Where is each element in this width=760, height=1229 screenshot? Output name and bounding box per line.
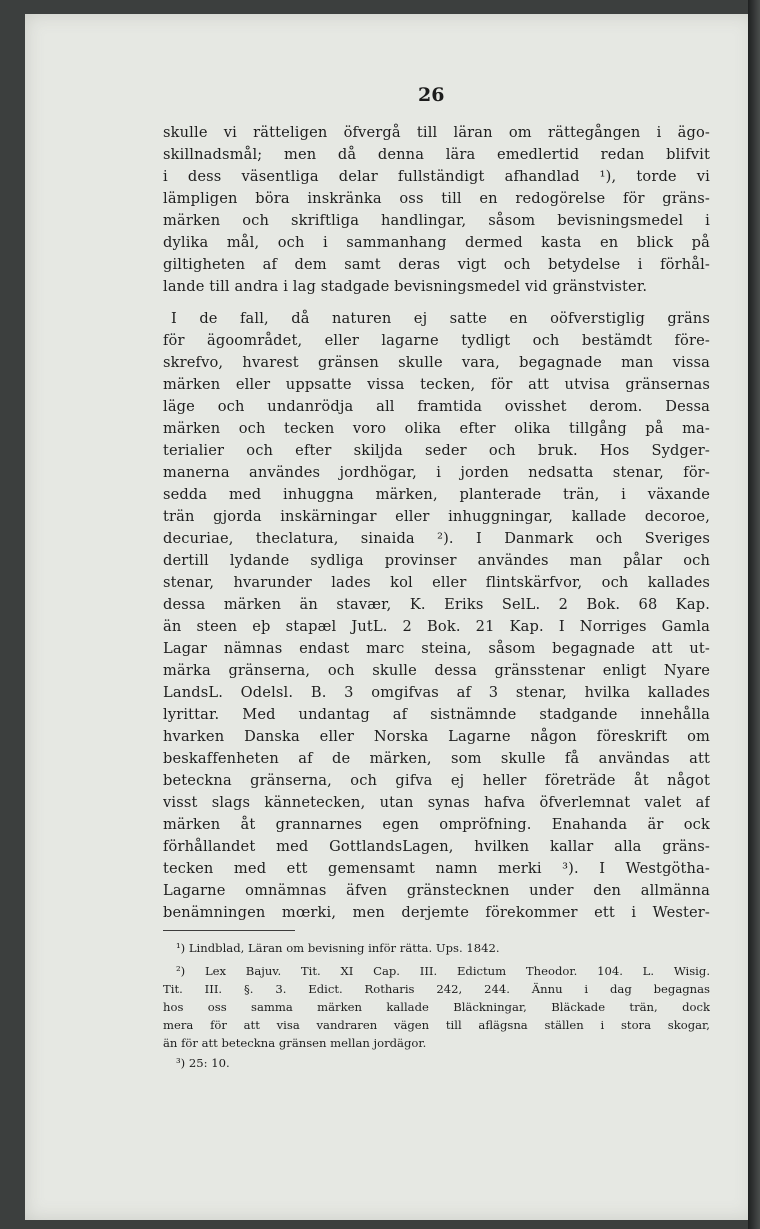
footnote-line: mera för att visa vandraren vägen till aflägsna ställen i stora skogar, [163, 1018, 710, 1032]
footnote-line: hos oss samma märken kallade Bläckningar, Bläckade trän, dock [163, 1000, 710, 1014]
body-line: Lagarne omnämnas äfven gränstecknen under den allmänna [163, 882, 710, 899]
body-line: terialier och efter skiljda seder och bruk. Hos Sydger- [163, 442, 710, 459]
footnote-line: Tit. III. §. 3. Edict. Rotharis 242, 244. Ännu i dag begagnas [163, 982, 710, 996]
page-number: 26 [418, 84, 445, 106]
body-line: sedda med inhuggna märken, planterade trän, i växande [163, 486, 710, 503]
body-line: dylika mål, och i sammanhang dermed kasta en blick på [163, 234, 710, 251]
body-line: i dess väsentliga delar fullständigt afhandlad ¹), torde vi [163, 168, 710, 185]
footnote-line: ²) Lex Bajuv. Tit. XI Cap. III. Edictum Theodor. 104. L. Wisig. [176, 964, 710, 978]
body-line: dertill lydande sydliga provinser användes man pålar och [163, 552, 710, 569]
body-line: beteckna gränserna, och gifva ej heller företräde åt något [163, 772, 710, 789]
body-line: märken och tecken voro olika efter olika tillgång på ma- [163, 420, 710, 437]
body-line: märken eller uppsatte vissa tecken, för att utvisa gränsernas [163, 376, 710, 393]
body-line: märka gränserna, och skulle dessa gränsstenar enligt Nyare [163, 662, 710, 679]
body-line: tecken med ett gemensamt namn merki ³). I Westgötha- [163, 860, 710, 877]
body-line: visst slags kännetecken, utan synas hafva öfverlemnat valet af [163, 794, 710, 811]
footnote-line: än för att beteckna gränsen mellan jordägor. [163, 1036, 427, 1050]
body-line: för ägoområdet, eller lagarne tydligt och bestämdt före- [163, 332, 710, 349]
body-line: skulle vi rätteligen öfvergå till läran om rättegången i ägo- [163, 124, 710, 141]
body-line: skrefvo, hvarest gränsen skulle vara, begagnade man vissa [163, 354, 710, 371]
body-line: stenar, hvarunder lades kol eller flintskärfvor, och kallades [163, 574, 710, 591]
body-line: LandsL. Odelsl. B. 3 omgifvas af 3 stenar, hvilka kallades [163, 684, 710, 701]
body-line: skillnadsmål; men då denna lära emedlertid redan blifvit [163, 146, 710, 163]
body-line: decuriae, theclatura, sinaida ²). I Danmark och Sveriges [163, 530, 710, 547]
body-line: beskaffenheten af de märken, som skulle få användas att [163, 750, 710, 767]
body-line: lyrittar. Med undantag af sistnämnde stadgande innehålla [163, 706, 710, 723]
body-line: lämpligen böra inskränka oss till en redogörelse för gräns- [163, 190, 710, 207]
body-line: läge och undanrödja all framtida ovisshet derom. Dessa [163, 398, 710, 415]
body-line: giltigheten af dem samt deras vigt och betydelse i förhål- [163, 256, 710, 273]
body-line: än steen eþ stapæl JutL. 2 Bok. 21 Kap. I Norriges Gamla [163, 618, 710, 635]
body-line: benämningen mœrki, men derjemte förekommer ett i Wester- [163, 904, 710, 921]
body-line: hvarken Danska eller Norska Lagarne någon föreskrift om [163, 728, 710, 745]
body-line: märken och skriftliga handlingar, såsom bevisningsmedel i [163, 212, 710, 229]
footnote-rule [163, 930, 295, 931]
body-line: manerna användes jordhögar, i jorden nedsatta stenar, för- [163, 464, 710, 481]
body-line: lande till andra i lag stadgade bevisningsmedel vid gränstvister. [163, 278, 648, 295]
footnote-line: ¹) Lindblad, Läran om bevisning inför rätta. Ups. 1842. [176, 941, 500, 955]
body-line: dessa märken än stavær, K. Eriks SelL. 2 Bok. 68 Kap. [163, 596, 710, 613]
body-line: trän gjorda inskärningar eller inhuggningar, kallade decoroe, [163, 508, 710, 525]
body-line: Lagar nämnas endast marc steina, såsom begagnade att ut- [163, 640, 710, 657]
footnote-line: ³) 25: 10. [176, 1056, 230, 1070]
page-edge-shadow [748, 0, 760, 1229]
body-line: förhållandet med GottlandsLagen, hvilken kallar alla gräns- [163, 838, 710, 855]
body-line: I de fall, då naturen ej satte en oöfverstiglig gräns [171, 310, 710, 327]
body-line: märken åt grannarnes egen ompröfning. Enahanda är ock [163, 816, 710, 833]
